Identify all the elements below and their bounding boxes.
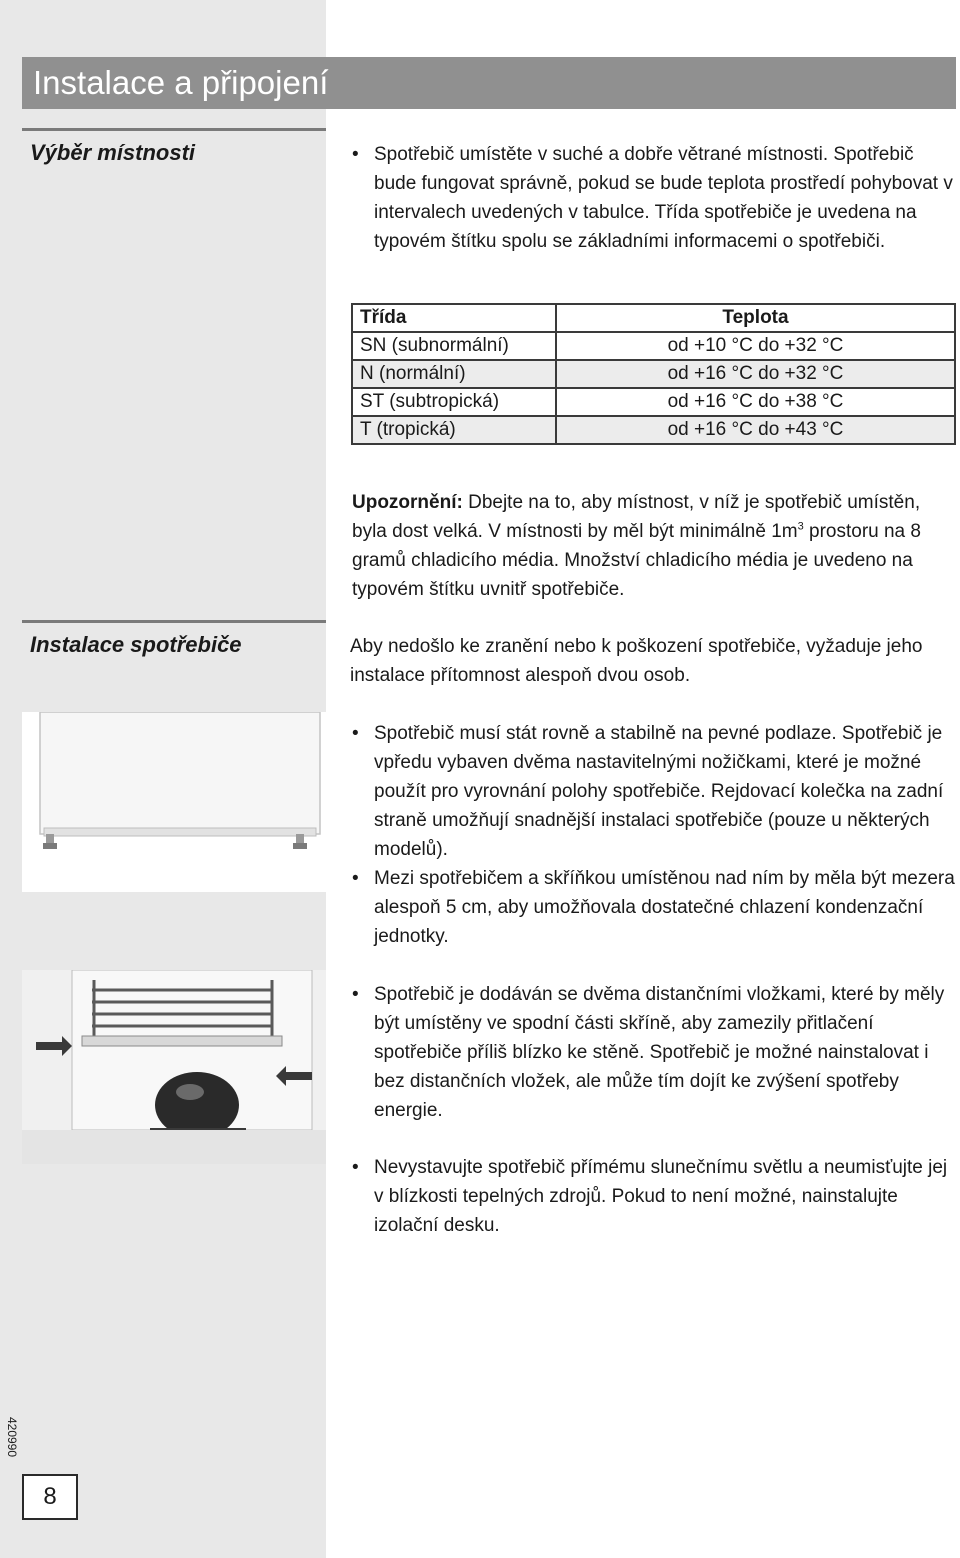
table-cell: N (normální) bbox=[352, 360, 556, 388]
list-item: • Spotřebič je dodáván se dvěma distančními vložkami, které by měly být umístěny ve spodní části skříně, aby zamezily přitlačení spotřebiče příliš blízko ke stěně. Spotřebič je možné nainstalovat i bez distančních vložek, ale může tím dojít ke zvýšení spotřeby energie. bbox=[350, 980, 955, 1125]
install-intro: Aby nedošlo ke zranění nebo k poškození spotřebiče, vyžaduje jeho instalace přítomnost alespoň dvou osob. bbox=[350, 636, 923, 686]
fridge-feet-illustration bbox=[22, 712, 326, 892]
warning-text: prostoru na 8 gramů chladicího média. Množství chladicího média je uvedeno na typovém štítku uvnitř spotřebiče. bbox=[352, 521, 921, 600]
section-divider bbox=[22, 620, 326, 623]
install-bullet-list-3 bbox=[350, 1153, 955, 1240]
list-item: • Mezi spotřebičem a skříňkou umístěnou nad ním by měla být mezera alespoň 5 cm, aby umožňovala dostatečné chlazení kondenzační jednotky. bbox=[350, 864, 955, 951]
table-row bbox=[352, 360, 955, 388]
table-cell: od +16 °C do +38 °C bbox=[556, 388, 955, 416]
climate-class-table bbox=[351, 303, 956, 445]
table-cell: ST (subtropická) bbox=[352, 388, 556, 416]
list-item: • Nevystavujte spotřebič přímému slunečnímu světlu a neumisťujte jej v blízkosti tepelných zdrojů. Pokud to není možné, nainstalujte izolační desku. bbox=[350, 1153, 955, 1240]
table-header: Třída bbox=[352, 304, 556, 332]
warning-text: Dbejte na to, aby místnost, v níž je spotřebič umístěn, byla dost velká. V místnosti by měl být minimálně 1m bbox=[352, 492, 921, 542]
compressor-spacers-illustration bbox=[22, 970, 326, 1164]
warning-note bbox=[352, 488, 955, 604]
table-row bbox=[352, 388, 955, 416]
page-title: Instalace a připojení bbox=[22, 57, 956, 109]
install-bullet-list-2 bbox=[350, 980, 955, 1125]
superscript: 3 bbox=[797, 520, 804, 533]
page-number: 8 bbox=[22, 1474, 78, 1520]
table-header: Teplota bbox=[556, 304, 955, 332]
list-item: • Spotřebič musí stát rovně a stabilně na pevné podlaze. Spotřebič je vpředu vybaven dvěma nastavitelnými nožičkami, které je možné použít pro vyrovnání polohy spotřebiče. Rejdovací kolečka na zadní straně umožňují snadnější instalaci spotřebiče (pouze u některých modelů). bbox=[350, 719, 955, 864]
table-row bbox=[352, 416, 955, 444]
table-cell: SN (subnormální) bbox=[352, 332, 556, 360]
table-row bbox=[352, 332, 955, 360]
table-cell: T (tropická) bbox=[352, 416, 556, 444]
install-bullet-list-1 bbox=[350, 719, 955, 951]
room-bullet-list bbox=[350, 140, 955, 256]
table-header-row bbox=[352, 304, 955, 332]
table-cell: od +16 °C do +32 °C bbox=[556, 360, 955, 388]
list-item: • Spotřebič umístěte v suché a dobře větrané místnosti. Spotřebič bude fungovat správně, pokud se bude teplota prostředí pohybovat v intervalech uvedených v tabulce. Třída spotřebiče je uvedena na typovém štítku spolu se základními informacemi o spotřebiči. bbox=[350, 140, 955, 256]
section-divider bbox=[22, 128, 326, 131]
table-cell: od +10 °C do +32 °C bbox=[556, 332, 955, 360]
warning-label: Upozornění: bbox=[352, 492, 463, 513]
table-cell: od +16 °C do +43 °C bbox=[556, 416, 955, 444]
section-heading-install: Instalace spotřebiče bbox=[30, 632, 242, 657]
document-code: 420990 bbox=[5, 1416, 20, 1458]
section-heading-room: Výběr místnosti bbox=[30, 140, 196, 165]
